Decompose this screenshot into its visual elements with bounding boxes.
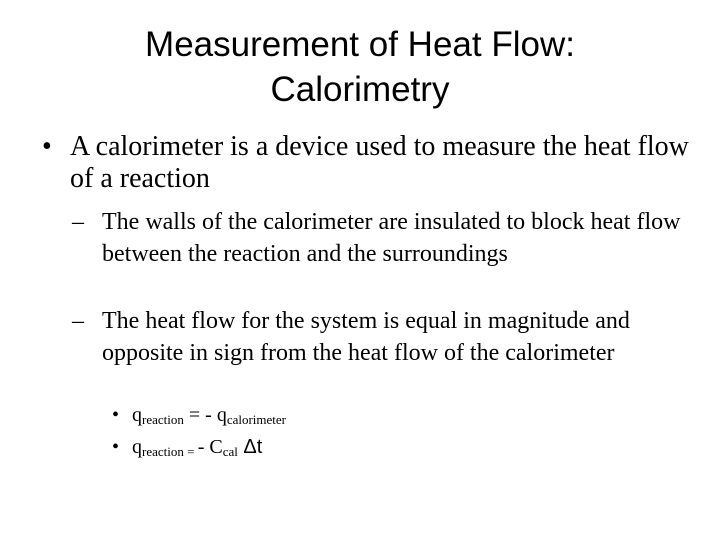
equation-operator: = - bbox=[183, 404, 217, 426]
main-bullet-point bbox=[42, 131, 702, 195]
equation-operator: - C bbox=[197, 436, 223, 458]
subscript-reaction: reaction bbox=[142, 412, 184, 427]
subscript-reaction: reaction = bbox=[142, 444, 198, 459]
sub-point-heat-flow bbox=[72, 305, 692, 369]
equation-q-reaction-equals-neg-ccal-delta-t bbox=[112, 432, 672, 464]
q-symbol: q bbox=[132, 404, 142, 426]
equation-text bbox=[132, 400, 672, 432]
q-symbol: q bbox=[216, 404, 227, 426]
main-point-text: A calorimeter is a device used to measure the heat flow of a reaction bbox=[70, 131, 689, 194]
sub-point-insulation bbox=[72, 206, 692, 270]
title-line-1: Measurement of Heat Flow: bbox=[145, 25, 575, 64]
equation-text bbox=[132, 432, 672, 464]
q-symbol: q bbox=[132, 436, 142, 458]
sub-point-text: The heat flow for the system is equal in magnitude and opposite in sign from the heat flow of the calorimeter bbox=[102, 308, 630, 366]
dash-bullet-icon: – bbox=[72, 209, 84, 235]
dash-bullet-icon: – bbox=[72, 308, 84, 334]
delta-t: Δt bbox=[237, 436, 263, 458]
sub-point-text: The walls of the calorimeter are insulated to block heat flow between the reaction and the surroundings bbox=[102, 209, 681, 267]
slide-title bbox=[0, 22, 720, 112]
bullet-icon: • bbox=[42, 131, 52, 162]
subscript-calorimeter: calorimeter bbox=[226, 412, 287, 427]
equation-q-reaction-equals-neg-q-calorimeter bbox=[112, 400, 672, 432]
bullet-icon: • bbox=[112, 436, 120, 458]
title-line-2: Calorimetry bbox=[270, 70, 450, 109]
bullet-icon: • bbox=[112, 404, 120, 426]
subscript-cal: cal bbox=[222, 444, 238, 459]
